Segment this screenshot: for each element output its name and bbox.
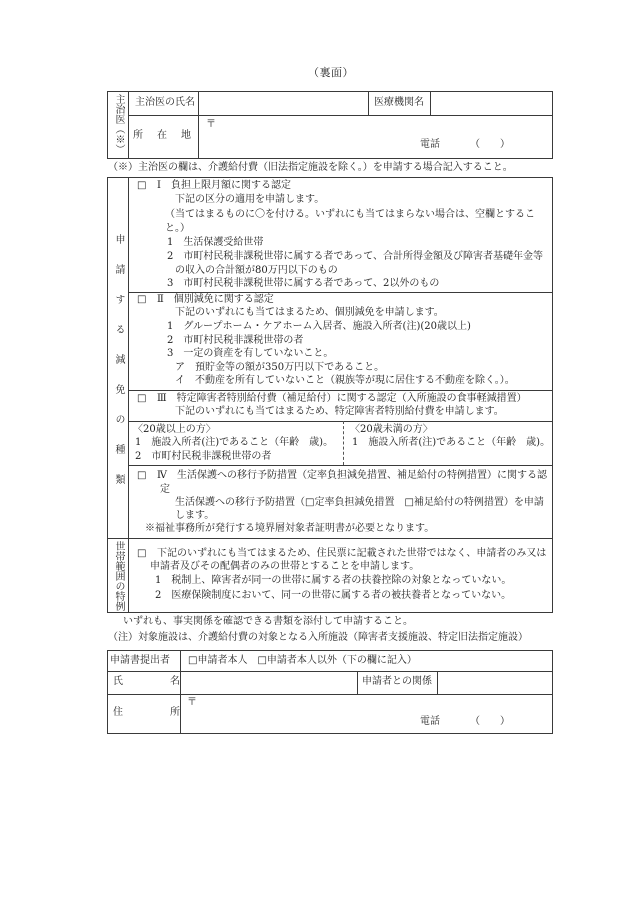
type-1-line: と。） [165, 223, 190, 234]
submitter-name-label: 氏 名 [113, 676, 189, 687]
type-1-option-2-cont: の収入の合計額が80万円以下のもの [175, 265, 338, 276]
checkbox-fixed-rate-reduction[interactable]: □ [305, 497, 315, 508]
adult-group-line: 1 施設入所者(注)であること（年齢 歳)。 [135, 437, 334, 448]
type-1-line: （当てはまるものに〇を付ける。いずれにも当てはまらない場合は、空欄とするこ [165, 209, 535, 220]
type-1-line: 下記の区分の適用を申請します。 [175, 194, 325, 205]
postal-mark: 〒 [187, 697, 197, 708]
type-2-line: 3 一定の資産を有していないこと。 [167, 348, 334, 359]
relationship-field[interactable] [438, 672, 552, 694]
type-2-line: 1 グループホーム・ケアホーム入居者、施設入所者(注)(20歳以上) [167, 321, 471, 332]
type-4-request-prefix: 生活保護への移行予防措置（ [175, 497, 305, 508]
footer-note: いずれも、事実関係を確認できる書類を添付して申請すること。 [123, 616, 413, 627]
type-4-heading-cont: 定 [160, 484, 170, 495]
type-2-line: ア 預貯金等の額が350万円以下であること。 [175, 362, 385, 373]
household-line: 申請者及びその配偶者のみの世帯とすることを申請します。 [150, 561, 420, 572]
fixed-rate-reduction-label: 定率負担減免措置 [314, 497, 395, 508]
type-2-heading: Ⅱ 個別減免に関する認定 [157, 294, 274, 305]
type-1-heading: Ⅰ 負担上限月額に関する認定 [157, 180, 291, 191]
type-4-request-line [175, 497, 544, 509]
type-4-heading: Ⅳ 生活保護への移行予防措置（定率負担減免措置、補足給付の特例措置）に関する認 [157, 470, 547, 481]
physician-address-label: 所 在 地 [133, 130, 193, 141]
checkbox-applicant-self[interactable]: □ [188, 655, 198, 666]
relationship-label: 申請者との関係 [362, 676, 432, 687]
adult-group-title: 〈20歳以上の方〉 [133, 424, 216, 435]
phone-field[interactable]: （ ） [470, 716, 510, 727]
type-4-request-suffix: ）を申請 [503, 497, 544, 508]
reduction-section-label: 申請する減免の種類 [113, 234, 124, 504]
type-1-option-1[interactable]: 1 生活保護受給世帯 [167, 237, 264, 248]
postal-mark: 〒 [206, 119, 216, 130]
checkbox-type-1[interactable]: □ [137, 180, 147, 191]
submitter-address-field[interactable] [181, 695, 552, 733]
phone-label: 電話 [420, 139, 440, 150]
physician-section-label: 主治医（※） [113, 94, 124, 154]
supplementary-benefit-exception-label: 補足給付の特例措置 [413, 497, 504, 508]
household-line: 2 医療保険制度において、同一の世帯に属する者の被扶養者となっていない。 [155, 590, 512, 601]
minor-group-title: 〈20歳未満の方〉 [350, 424, 433, 435]
type-1-option-3[interactable]: 3 市町村民税非課税世帯に属する者であって、2以外のもの [167, 278, 440, 289]
physician-name-field[interactable] [199, 92, 368, 115]
submitter-address-label: 住 所 [113, 707, 189, 718]
applicant-self-label: 申請者本人 [197, 655, 248, 666]
type-2-line: イ 不動産を所有していないこと（親族等が現に居住する不動産を除く。）。 [175, 375, 515, 386]
applicant-other-label: 申請者本人以外（下の欄に記入） [266, 655, 417, 666]
checkbox-type-4[interactable]: □ [137, 470, 147, 481]
submitter-name-field[interactable] [181, 672, 357, 694]
type-4-note: ※福祉事務所が発行する境界層対象者証明書が必要となります。 [145, 523, 435, 534]
phone-label: 電話 [420, 716, 440, 727]
submitter-options [188, 655, 417, 667]
institution-label: 医療機関名 [374, 97, 424, 108]
institution-field[interactable] [431, 92, 552, 115]
physician-name-label: 主治医の氏名 [135, 97, 195, 108]
footer-note: （注）対象施設は、介護給付費の対象となる入所施設（障害者支援施設、特定旧法指定施設） [108, 632, 528, 643]
physician-address-field[interactable] [199, 116, 552, 158]
type-3-line: 下記のいずれにも当てはまるため、特定障害者特別給付費を申請します。 [175, 406, 504, 417]
phone-field[interactable]: （ ） [470, 139, 510, 150]
minor-group-line: 1 施設入所者(注)であること（年齢 歳)。 [352, 437, 551, 448]
submitter-label: 申請書提出者 [110, 655, 170, 666]
checkbox-type-3[interactable]: □ [137, 393, 147, 404]
checkbox-type-2[interactable]: □ [137, 294, 147, 305]
type-2-line: 下記のいずれにも当てはまるため、個別減免を申請します。 [175, 307, 444, 318]
type-1-option-2[interactable]: 2 市町村民税非課税世帯に属する者であって、合計所得金額及び障害者基礎年金等 [167, 251, 544, 262]
adult-group-line: 2 市町村民税非課税世帯の者 [135, 451, 272, 462]
household-section-label: 世帯範囲の特例 [113, 541, 124, 611]
type-2-line: 2 市町村民税非課税世帯の者 [167, 335, 304, 346]
household-line: 下記のいずれにも当てはまるため、住民票に記載された世帯ではなく、申請者のみ又は [157, 548, 547, 559]
page-title: （裏面） [308, 66, 354, 79]
physician-note: （※）主治医の欄は、介護給付費（旧法指定施設を除く。）を申請する場合記入すること。 [108, 162, 513, 173]
household-line: 1 税制上、障害者が同一の世帯に属する者の扶養控除の対象となっていない。 [155, 575, 512, 586]
checkbox-supplementary-benefit-exception[interactable]: □ [404, 497, 414, 508]
checkbox-household-exception[interactable]: □ [137, 548, 147, 559]
checkbox-applicant-other[interactable]: □ [257, 655, 267, 666]
type-4-request-cont: します。 [175, 510, 215, 521]
type-3-heading: Ⅲ 特定障害者特別給付費（補足給付）に関する認定（入所施設の食事軽減措置） [157, 393, 527, 404]
